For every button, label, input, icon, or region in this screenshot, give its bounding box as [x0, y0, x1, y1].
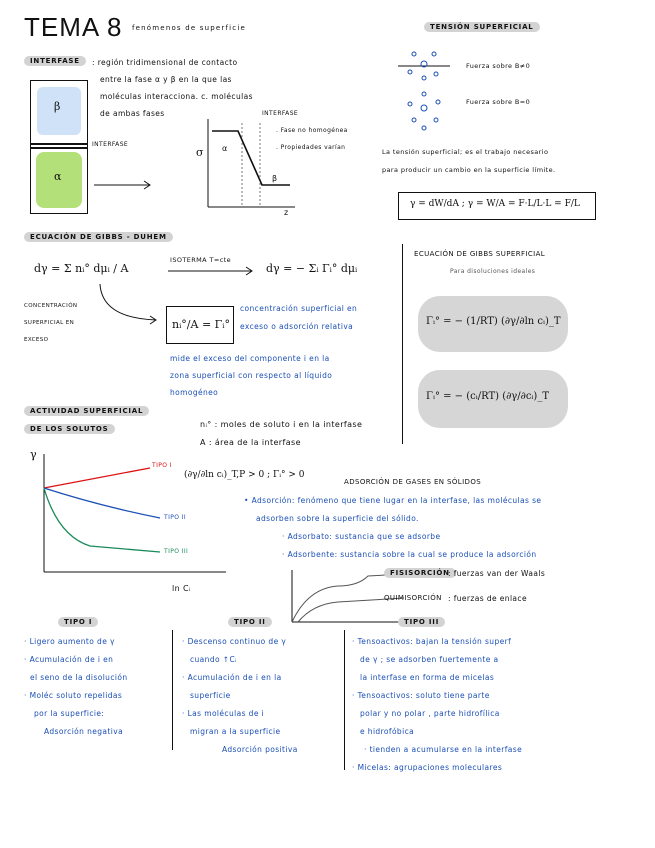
fisisorcion-label: FISISORCIÓN: [384, 568, 456, 578]
tipo2-line: Adsorción positiva: [222, 745, 298, 754]
tension-def-1: La tensión superficial; es el trabajo necesario: [382, 148, 549, 156]
tipo3-label: TIPO III: [164, 548, 189, 555]
sigma-curve: [212, 131, 290, 185]
fuerza-1: Fuerza sobre B≠0: [466, 62, 531, 70]
tipo2-line: · Descenso continuo de γ: [182, 637, 287, 646]
molecule: [408, 102, 412, 106]
blue-note-3: mide el exceso del componente i en la: [170, 354, 330, 363]
tipo1-line: el seno de la disolución: [30, 673, 128, 682]
molecule: [432, 52, 436, 56]
tipo3-line: e hidrofóbica: [360, 727, 415, 736]
actividad-condition: (∂γ/∂ln cᵢ)_T,P > 0 ; Γᵢ° > 0: [184, 470, 305, 480]
beta-graph-label: β: [272, 174, 278, 183]
tension-heading: TENSIÓN SUPERFICIAL: [424, 22, 540, 32]
gibbs-sup-sub: Para disoluciones ideales: [450, 268, 536, 275]
molecule: [422, 76, 426, 80]
area-def: A : área de la interfase: [200, 438, 301, 447]
bullet-propiedades: . Propiedades varían: [276, 144, 346, 151]
bullet-no-homogenea: . Fase no homogénea: [276, 127, 348, 134]
interfase-def-2: entre la fase α y β en la que las: [100, 75, 232, 84]
interfase-def-4: de ambas fases: [100, 109, 165, 118]
actividad-heading-2: DE LOS SOLUTOS: [24, 424, 115, 434]
tipo1-curve: [44, 468, 150, 488]
gibbs-duhem-heading: ECUACIÓN DE GIBBS - DUHEM: [24, 232, 173, 242]
y-label: γ: [30, 448, 37, 461]
tipo3-line: · Tensoactivos: bajan la tensión superf: [352, 637, 512, 646]
section-divider: [402, 244, 403, 444]
tension-formula: γ = dW/dA ; γ = W/A = F·L/L·L = F/L: [410, 199, 580, 209]
molecule: [412, 52, 416, 56]
molecule: [422, 92, 426, 96]
gibbs-sup-eq1: Γᵢ° = − (1/RT) (∂γ/∂ln cᵢ)_T: [426, 316, 561, 327]
blue-note-4: zona superficial con respecto al líquido: [170, 371, 333, 380]
page-subtitle: fenómenos de superficie: [132, 24, 247, 32]
alpha-graph-label: α: [222, 144, 228, 153]
tipo1-line: por la superficie:: [34, 709, 105, 718]
isoterma-label: ISOTERMA T=cte: [170, 256, 232, 264]
interfase-def-3: moléculas interacciona. c. moléculas: [100, 92, 253, 101]
tension-def-2: para producir un cambio en la superficie límite.: [382, 166, 556, 174]
fuerza-2: Fuerza sobre B=0: [466, 98, 531, 106]
adsorcion-heading: ADSORCIÓN DE GASES EN SÓLIDOS: [344, 478, 482, 486]
gibbs-sup-heading: ECUACIÓN DE GIBBS SUPERFICIAL: [414, 250, 546, 258]
tipo2-curve: [44, 488, 160, 518]
page-title: TEMA 8: [24, 12, 123, 42]
tipo3-line: · tienden a acumularse en la interfase: [364, 745, 523, 754]
interfase-heading: INTERFASE: [24, 56, 86, 66]
interfase-def-1: : región tridimensional de contacto: [92, 58, 238, 67]
tipo1-line: · Moléc soluto repelidas: [24, 691, 123, 700]
conc-arrow: [96, 282, 166, 332]
tipo-divider-1: [172, 630, 173, 750]
tipo2-heading: TIPO II: [228, 617, 272, 627]
blue-note-2: exceso o adsorción relativa: [240, 322, 354, 331]
beta-label: β: [54, 100, 61, 113]
alpha-label: α: [54, 170, 62, 183]
tipo1-line: Adsorción negativa: [44, 727, 124, 736]
molecule: [436, 100, 440, 104]
quimisorcion-label: QUIMISORCIÓN: [384, 594, 442, 602]
tipo3-line: polar y no polar , parte hidrofílica: [360, 709, 500, 718]
gibbs-sup-eq2: Γᵢ° = − (cᵢ/RT) (∂γ/∂cᵢ)_T: [426, 391, 550, 402]
tipo1-label: TIPO I: [152, 462, 172, 469]
isoterma-arrow: [168, 266, 258, 276]
fisisorcion-text: : fuerzas van der Waals: [448, 569, 546, 578]
actividad-graph: [30, 448, 230, 588]
tipo2-line: cuando ↑Cᵢ: [190, 655, 237, 664]
tipo2-line: migran a la superficie: [190, 727, 281, 736]
molecule: [434, 72, 438, 76]
tipo3-curve: [44, 488, 160, 552]
molecule: [434, 118, 438, 122]
conc-label-1: CONCENTRACIÓN: [24, 303, 78, 309]
tipo3-line: la interfase en forma de micelas: [360, 673, 495, 682]
molecule: [408, 70, 412, 74]
adsorcion-l1: • Adsorción: fenómeno que tiene lugar en la interfase, las moléculas se: [244, 496, 542, 505]
tipo-divider-2: [344, 630, 345, 770]
moles-def: nᵢ° : moles de soluto i en la interfase: [200, 420, 363, 429]
interfase-label: INTERFASE: [92, 141, 129, 148]
gibbs-eq1: dγ = Σ nᵢ° dμᵢ / A: [34, 262, 129, 275]
quimisorcion-text: : fuerzas de enlace: [448, 594, 527, 603]
tipo2-line: superficie: [190, 691, 231, 700]
interface-line-2: [30, 147, 88, 149]
tipo3-line: · Tensoactivos: soluto tiene parte: [352, 691, 490, 700]
conc-label-3: EXCESO: [24, 337, 49, 343]
tipo2-label: TIPO II: [164, 514, 187, 521]
tipo1-line: · Acumulación de i en: [24, 655, 114, 664]
adsorcion-l3: · Adsorbato: sustancia que se adsorbe: [282, 532, 441, 541]
conc-label-2: SUPERFICIAL EN: [24, 320, 75, 326]
tension-molecules: [396, 44, 456, 134]
actividad-heading-1: ACTIVIDAD SUPERFICIAL: [24, 406, 149, 416]
sigma-label: σ: [196, 146, 204, 159]
blue-note-1: concentración superficial en: [240, 304, 358, 313]
tipo3-heading: TIPO III: [398, 617, 445, 627]
bulk-molecule: [421, 105, 427, 111]
tipo3-line: de γ ; se adsorben fuertemente a: [360, 655, 499, 664]
tipo1-line: · Ligero aumento de γ: [24, 637, 115, 646]
gibbs-box-eq: nᵢ°/A = Γᵢ°: [172, 318, 231, 331]
interface-line-1: [30, 143, 88, 145]
adsorcion-l4: · Adsorbente: sustancia sobre la cual se produce la adsorción: [282, 550, 537, 559]
tipo3-line: · Micelas: agrupaciones moleculares: [352, 763, 503, 772]
gibbs-eq2: dγ = − Σᵢ Γᵢ° dμᵢ: [266, 262, 358, 275]
blue-note-5: homogéneo: [170, 388, 219, 397]
adsorcion-l2: adsorben sobre la superficie del sólido.: [256, 514, 419, 523]
tipo2-line: · Las moléculas de i: [182, 709, 265, 718]
tipo2-line: · Acumulación de i en la: [182, 673, 282, 682]
graph-top-label: INTERFASE: [262, 110, 299, 117]
molecule: [412, 118, 416, 122]
tipo1-heading: TIPO I: [58, 617, 98, 627]
molecule: [422, 126, 426, 130]
x-label: ln Cᵢ: [172, 584, 191, 593]
z-label: z: [284, 208, 289, 217]
